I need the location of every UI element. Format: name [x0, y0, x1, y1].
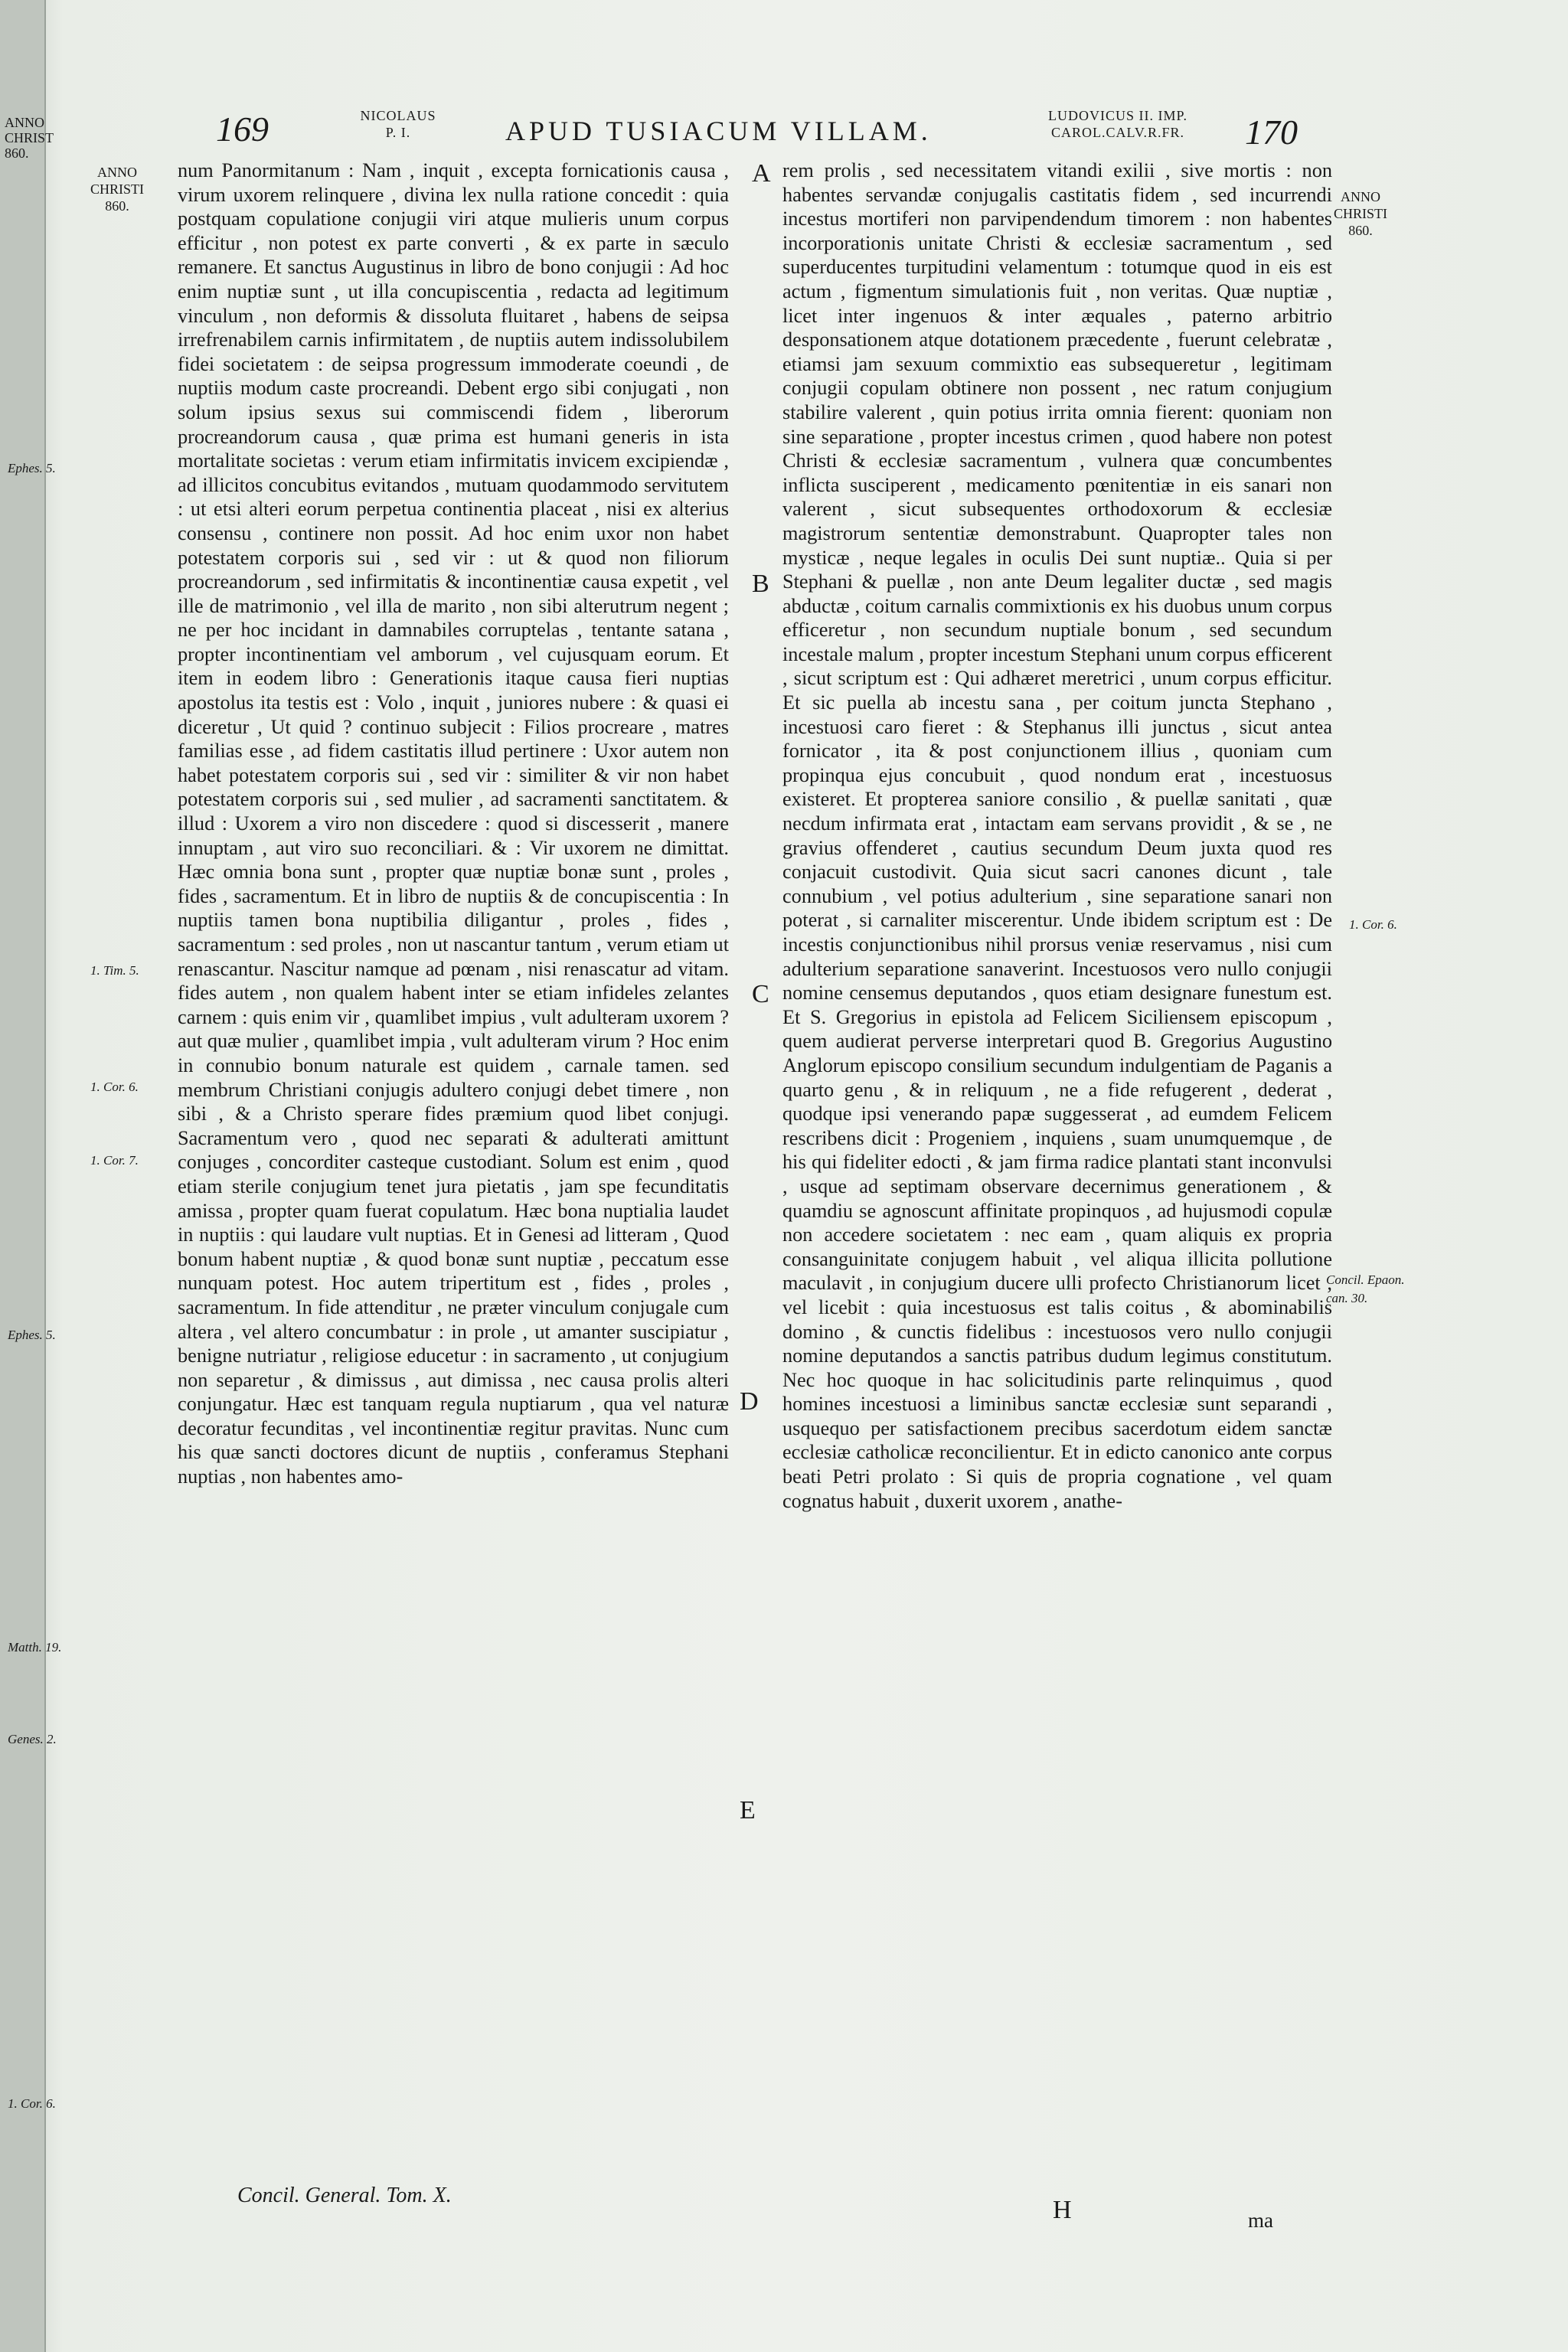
margin-ref-left: Genes. 2.: [8, 1732, 57, 1746]
runner-right: LUDOVICUS II. IMP. CAROL.CALV.R.FR.: [1047, 108, 1187, 140]
gutter-year-note: ANNO CHRIST 860.: [5, 115, 54, 161]
page-number-right: 170: [1245, 113, 1298, 152]
margin-ref-right: 1. Cor. 6.: [1349, 917, 1397, 932]
right-year-note: ANNO CHRISTI 860.: [1334, 189, 1388, 238]
section-letter-b: B: [752, 570, 769, 598]
section-letter-c: C: [752, 980, 769, 1008]
runner-left: NICOLAUS P. I.: [360, 108, 436, 140]
margin-ref-left: 1. Cor. 6.: [8, 2096, 56, 2111]
left-year-note: ANNO CHRISTI 860.: [90, 165, 145, 214]
right-column-text: rem prolis , sed necessitatem vitandi exilii , sive mortis : non habentes servandæ conjugalis castitatis fidem , sed incurrendi incestus mortiferi non parvipendendum timorem : non habentes incorporationis unitate Christi & ecclesiæ sacramentum , sed superducentes turpitudini velamentum : totumque quod in eis est actum , figmentum simulationis fuit , non veritas. Quæ nuptiæ , licet inter ingenuos & inter æquales , paterno arbitrio desponsationem atque dotationem præcedente , fuerunt celebratæ , etiamsi jam sexuum commixtio eas subsequeretur , legitimam conjugii copulam obtinere non possent , nec ratum conjugium stabilire valerent , quin potius irrita omnia fierent: quoniam non sine separatione , propter incestus crimen , quod habere non potest Christi & ecclesiæ sacramentum , vulnera quæ concumbentes inflicta susciperent , medicamento pœnitentiæ in eis sanari non valerent , sicut subsequentes orthodoxorum & ecclesiæ magistrorum sententiæ demonstrabunt. Quapropter tales non mysticæ , neque legales in oculis Dei sunt nuptiæ.. Quia si per Stephani & puellæ , non ante Deum legaliter ductæ , sed magis abductæ , coitum carnalis commixtionis ex his duobus unum corpus efficeretur , non secundum nuptiale bonum , sed secundum incestale malum , propter incestum Stephani unum corpus efficerent , sicut scriptum est : Qui adhæret meretrici , unum corpus efficitur. Et sic puella ab incestu sana , per coitum juncta Stephano , incestuosi caro fieret : & Stephanus illi junctus , sicut antea fornicator , ita & post conjunctionem illius , quoniam cum propinqua ejus concubuit , quod nondum erat , incestuosus existeret. Et propterea saniore consilio , & puellæ sanitati , quæ necdum infirmata erat , intactam eam servans providit , & se , ne gravius offenderet , cautius secundum Deum juxta quod res conjacuit custodivit. Quia sicut sacri canones dicunt , tale connubium , vel potius adulterium , sine separatione sanari non poterat , si carnaliter miscerentur. Unde ibidem scriptum est : De incestis conjunctionibus nihil prorsus veniæ reservamus , nisi cum adulterium separatione sanaverint. Incestuosos vero nullo conjugii nomine censemus deputandos , quos etiam designare funestum est. Et S. Gregorius in epistola ad Felicem Siciliensem episcopum , quem audierat perverse interpretari quod B. Gregorius Augustino Anglorum episcopo consilium secundum indulgentiam de Paganis a quarto genu , & in reliquum , ne a fide refugerent , dederat , quodque ipsi venerando papæ suggesserat , ad eumdem Felicem rescribens dicit : Progeniem , inquiens , suam unumquemque , de his qui fideliter edocti , & jam firma radice plantati stant inconvulsi , usque ad septimam observare decernimus generationem , & quamdiu se agnoscunt affinitate propinquos , ad hujusmodi copulæ non accedere societatem : nec eam , quam aliquis ex propria consanguinitate conjugem habuit , vel aliqua illicita pollutione maculavit , in conjugium ducere ulli profecto Christianorum licet , vel licebit : quia incestuosus est talis coitus , & abominabilis domino , & cunctis fidelibus : incestuosos vero nullo conjugii nomine deputandos a sanctis patribus dudum legimus constitutum. Nec hoc quoque in hac solicitudinis parte relinquimus , quod homines incestuosi a liminibus sanctæ ecclesiæ sunt separandi , usquequo per satisfactionem precibus sacerdotum eidem sanctæ ecclesiæ catholicæ reconcilientur. Et in edicto canonico ante corpus beati Petri prolato : Si quis de propria cognatione , vel quam cognatus habuit , duxerit uxorem , anathe-: [782, 159, 1332, 1512]
section-letter-e: E: [740, 1796, 756, 1824]
margin-ref-left: Ephes. 5.: [8, 461, 56, 475]
page-number-left: 169: [216, 109, 269, 149]
left-column-text: num Panormitanum : Nam , inquit , excepta fornicationis causa , virum uxorem relinquere , divina lex nulla ratione concedit : quia postquam copulatione conjugii viri atque mulieris unum corpus efficitur , non potest ex parte converti , & ex parte in sæculo remanere. Et sanctus Augustinus in libro de bono conjugii : Ad hoc enim nuptiæ sunt , ut illa concupiscentia , redacta ad legitimum vinculum , non deformis & dissoluta fluitaret , habens de seipsa irrefrenabilem carnis infirmitatem , de nuptiis autem indissolubilem fidei societatem : de seipsa progressum immoderate coeundi , de nuptiis modum caste procreandi. Debent ergo sibi conjugati , non solum ipsius sexus sui commiscendi fidem , liberorum procreandorum causa , quæ prima est humani generis in ista mortalitate societas : verum etiam infirmitatis invicem excipiendæ , ad illicitos concubitus evitandos , mutuam quodammodo servitutem : ut etsi alteri eorum perpetua continentia placeat , nisi ex alterius consensu , continere non possit. Ad hoc enim uxor non habet potestatem corporis sui , sed vir : ut & quod non filiorum procreandorum , sed infirmitatis & incontinentiæ causa expetit , vel ille de matrimonio , vel illa de marito , non sibi alterutrum negent ; ne per hoc incidant in damnabiles corruptelas , tentante satana , propter incontinentiam vel amborum , vel cujusquam eorum. Et item in eodem libro : Generationis itaque causa fieri nuptias apostolus ita testis est : Volo , inquit , juniores nubere : & quasi ei diceretur , Ut quid ? continuo subjecit : Filios procreare , matres familias esse , ad fidem castitatis illud pertinere : Uxor autem non habet potestatem corporis sui , sed vir : similiter & vir non habet potestatem corporis sui , sed mulier , ad sacramenti sanctitatem. & illud : Uxorem a viro non discedere : quod si discesserit , manere innuptam , aut viro suo reconciliari. & : Vir uxorem ne dimittat. Hæc omnia bona sunt , propter quæ nuptiæ bonæ sunt , proles , fides , sacramentum. Et in libro de nuptiis & de concupiscentia : In nuptiis tamen bona nuptibilia diligantur , proles , fides , sacramentum : sed proles , non ut nascantur tantum , verum etiam ut renascantur. Nascitur namque ad pœnam , nisi renascatur ad vitam. fides autem , non qualem habent inter se etiam infideles zelantes carnem : quis enim vir , quamlibet impius , vult adulteram uxorem ? aut quæ mulier , quamlibet impia , vult adulteram virum ? Hoc enim in connubio bonum naturale est quidem , carnale tamen. sed membrum Christiani conjugis adultero conjugi debet timere , non sibi , & a Christo sperare fides præmium quod libet conjugi. Sacramentum vero , quod nec separati & adulterati amittunt conjuges , concorditer casteque custodiant. Solum est enim , quod etiam sterile conjugium tenet jura pietatis , jam spe fecunditatis amissa , propter quam fuerat copulatum. Hæc bona nuptialia laudet in nuptiis : qui laudare vult nuptias. Et in Genesi ad litteram , Quod bonum habent nuptiæ , & quod bonæ sunt nuptiæ , peccatum esse nunquam potest. Hoc autem tripertitum est , fides , proles , sacramentum. In fide attenditur , ne præter vinculum conjugale cum altera , vel altero concumbatur : in prole , ut amanter suscipiatur , benigne nutriatur , religiose educetur : in sacramento , ut conjugium non separetur , & dimissus , aut dimissa , nec causa prolis alteri conjungatur. Hæc est tanquam regula nuptiarum , qua vel naturæ decoratur fecunditas , vel incontinentiæ regitur pravitas. Nunc cum his quæ sancti doctores dicunt de nuptiis , conferamus Stephani nuptias , non habentes amo-: [178, 159, 729, 1488]
section-letter-a: A: [752, 159, 771, 188]
margin-ref-left: 1. Cor. 6.: [90, 1080, 139, 1094]
margin-ref-right: Concil. Epaon. can. 30.: [1326, 1272, 1405, 1305]
running-title: APUD TUSIACUM VILLAM.: [505, 116, 932, 146]
signature-mark: H: [1053, 2196, 1072, 2224]
margin-ref-left: 1. Cor. 7.: [90, 1153, 139, 1168]
margin-ref-left: Ephes. 5.: [8, 1328, 56, 1342]
margin-ref-left: 1. Tim. 5.: [90, 963, 139, 978]
margin-ref-left: Matth. 19.: [8, 1640, 62, 1655]
footer-volume: Concil. General. Tom. X.: [237, 2184, 452, 2207]
facing-page-edge: [0, 0, 54, 2352]
section-letter-d: D: [740, 1387, 759, 1416]
catchword: ma: [1248, 2209, 1273, 2232]
